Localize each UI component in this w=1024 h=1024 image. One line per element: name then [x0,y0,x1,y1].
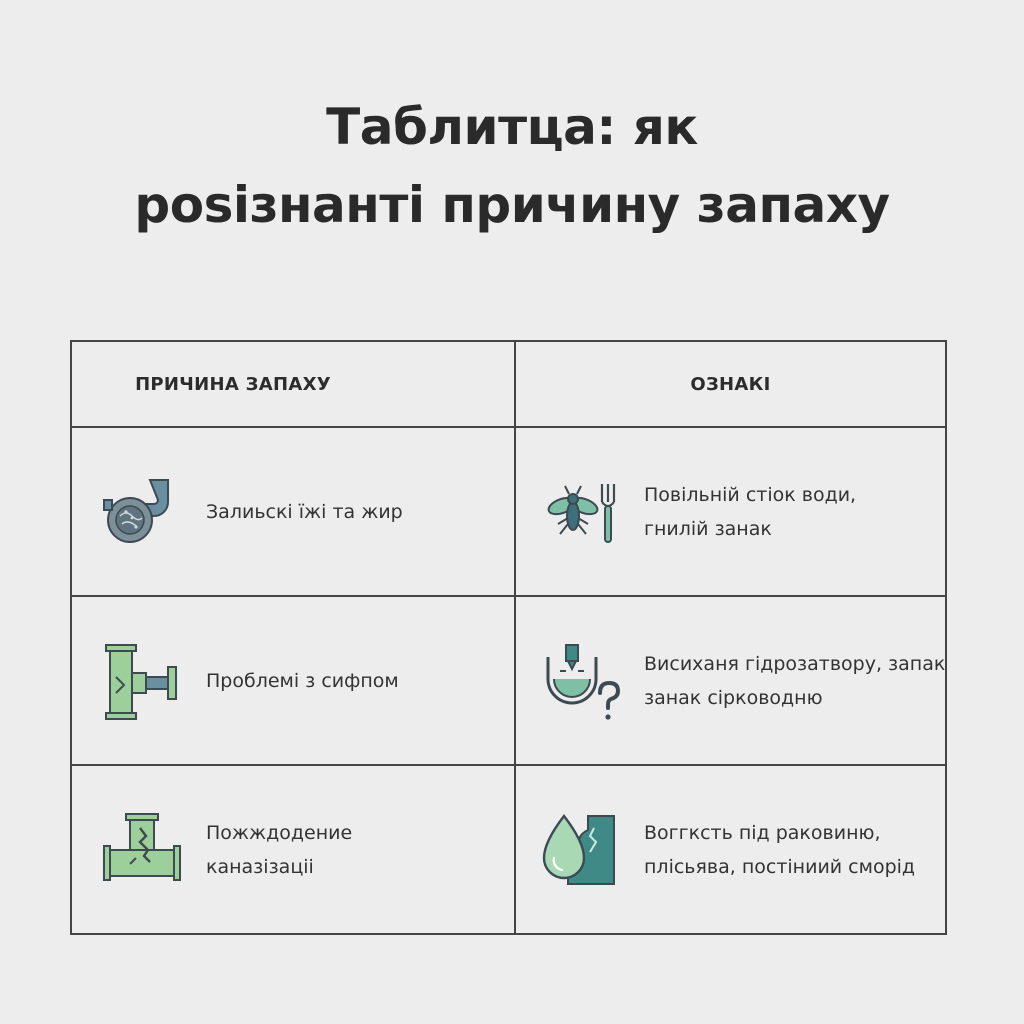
cause-cell [71,765,515,934]
cause-signs-table [70,340,947,935]
cause-text: Пожждодение каназізаціі [206,821,353,878]
cause-cell [71,427,515,596]
header-cause: ПРИЧИНА ЗАПАХУ [71,341,515,427]
sign-text: Воггксть під раковиню, плісьява, постіниий сморід [644,821,916,878]
table-row [71,596,946,765]
cause-cell [71,596,515,765]
header-signs: ОЗНАКІ [515,341,946,427]
sign-cell [515,427,946,596]
cracked-pipe-icon [102,810,182,890]
page-title [0,88,1024,244]
cause-text: Залиьскі їжі та жир [206,500,403,523]
cause-text: Проблемі з сифпом [206,669,399,692]
table-row [71,765,946,934]
table-row [71,427,946,596]
sign-text: Повільній стіок води, гнилій занак [644,483,857,540]
moisture-drop-wall-icon [542,810,622,890]
sign-cell [515,765,946,934]
title-line-1: Таблитца: як [326,98,698,156]
dry-trap-question-icon [542,641,622,721]
sign-cell [515,596,946,765]
title-line-2: posізнанті причину запаху [134,176,890,234]
sign-text: Висиханя гідрозатвору, запак занак сірководню [644,652,946,709]
siphon-pipe-icon [102,641,182,721]
fly-fork-icon [542,472,622,552]
clogged-drain-icon [102,472,182,552]
table-header-row [71,341,946,427]
